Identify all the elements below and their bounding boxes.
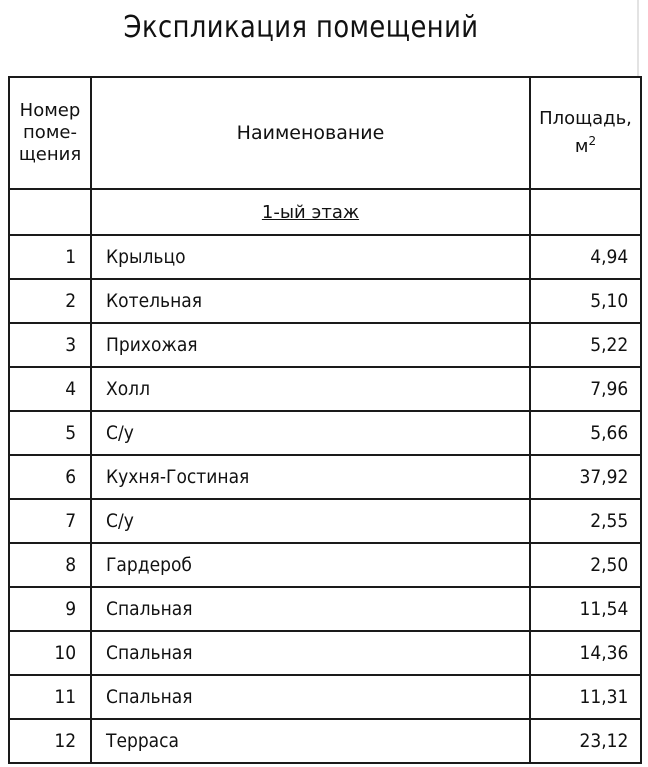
room-number: 4 (65, 378, 76, 400)
room-name: С/у (106, 422, 134, 444)
header-area-unit: м (574, 136, 589, 157)
table-row (9, 323, 641, 367)
room-number-cell (9, 235, 91, 279)
floor-label: 1-ый этаж (91, 189, 530, 235)
room-name-cell (91, 323, 530, 367)
room-number-cell (9, 455, 91, 499)
room-area: 5,22 (589, 334, 628, 356)
room-area: 11,31 (579, 686, 628, 708)
room-number-cell (9, 587, 91, 631)
room-number-cell (9, 411, 91, 455)
room-number: 2 (65, 290, 76, 312)
room-name-cell (91, 279, 530, 323)
room-name-cell (91, 631, 530, 675)
room-name-cell (91, 455, 530, 499)
header-area-unit-exponent: 2 (588, 134, 597, 148)
table-row (9, 587, 641, 631)
room-name-cell (91, 675, 530, 719)
room-area-cell (530, 499, 641, 543)
header-number-line-1: Номер (19, 100, 81, 121)
room-name: Спальная (106, 598, 193, 620)
room-area-cell (530, 411, 641, 455)
header-number-line-3: щения (18, 144, 82, 165)
table-header-row (9, 77, 641, 189)
room-number-cell (9, 719, 91, 763)
room-area-cell (530, 367, 641, 411)
table-row (9, 367, 641, 411)
table-row (9, 455, 641, 499)
room-name: Гардероб (106, 554, 192, 576)
floor-row-area-cell (530, 189, 641, 235)
room-number: 10 (54, 642, 76, 664)
room-name-cell (91, 235, 530, 279)
room-name: С/у (106, 510, 134, 532)
document-title: Экспликация помещений (123, 10, 479, 45)
room-number: 7 (65, 510, 76, 532)
room-name-cell (91, 719, 530, 763)
table-row (9, 235, 641, 279)
room-name: Крыльцо (106, 246, 186, 268)
room-number: 5 (65, 422, 76, 444)
floor-row-number-cell (9, 189, 91, 235)
room-area-cell (530, 675, 641, 719)
room-area-cell (530, 235, 641, 279)
table-row (9, 543, 641, 587)
header-area (530, 77, 641, 189)
room-name: Котельная (106, 290, 203, 312)
header-room-name (91, 77, 530, 189)
table-row (9, 719, 641, 763)
room-area-cell (530, 455, 641, 499)
room-name: Спальная (106, 642, 193, 664)
room-number-cell (9, 675, 91, 719)
room-name-cell (91, 587, 530, 631)
room-area: 11,54 (579, 598, 628, 620)
room-name-cell (91, 499, 530, 543)
room-name: Прихожая (106, 334, 198, 356)
room-number: 12 (54, 730, 76, 752)
room-name-cell (91, 543, 530, 587)
header-room-number (9, 77, 91, 189)
room-number-cell (9, 543, 91, 587)
room-name-cell (91, 367, 530, 411)
table-row (9, 279, 641, 323)
header-number-line-2: поме- (23, 122, 77, 143)
room-name: Холл (106, 378, 151, 400)
room-area: 4,94 (589, 246, 628, 268)
room-area-cell (530, 719, 641, 763)
room-number-cell (9, 499, 91, 543)
room-number-cell (9, 631, 91, 675)
room-number-cell (9, 279, 91, 323)
room-name: Терраса (106, 730, 180, 752)
room-number: 11 (54, 686, 76, 708)
room-area-cell (530, 543, 641, 587)
floor-row (9, 189, 641, 235)
room-area: 5,10 (589, 290, 628, 312)
room-name: Кухня-Гостиная (106, 466, 250, 488)
room-area-cell (530, 587, 641, 631)
room-area: 14,36 (579, 642, 628, 664)
room-number: 9 (65, 598, 76, 620)
table-row (9, 411, 641, 455)
room-area: 7,96 (589, 378, 628, 400)
room-area: 37,92 (579, 466, 628, 488)
room-number: 8 (65, 554, 76, 576)
room-area-cell (530, 279, 641, 323)
room-area: 5,66 (589, 422, 628, 444)
table-row (9, 631, 641, 675)
room-schedule-table (8, 76, 642, 764)
room-area: 2,55 (589, 510, 628, 532)
room-number-cell (9, 367, 91, 411)
table-row (9, 499, 641, 543)
room-area-cell (530, 631, 641, 675)
table-row (9, 675, 641, 719)
room-area: 2,50 (589, 554, 628, 576)
room-area: 23,12 (579, 730, 628, 752)
room-number: 1 (65, 246, 76, 268)
room-area-cell (530, 323, 641, 367)
header-area-line-1: Площадь, (539, 108, 632, 129)
room-number: 6 (65, 466, 76, 488)
room-number-cell (9, 323, 91, 367)
header-name-text: Наименование (236, 122, 385, 144)
room-name-cell (91, 411, 530, 455)
page-edge-divider (637, 0, 639, 76)
room-number: 3 (65, 334, 76, 356)
room-name: Спальная (106, 686, 193, 708)
